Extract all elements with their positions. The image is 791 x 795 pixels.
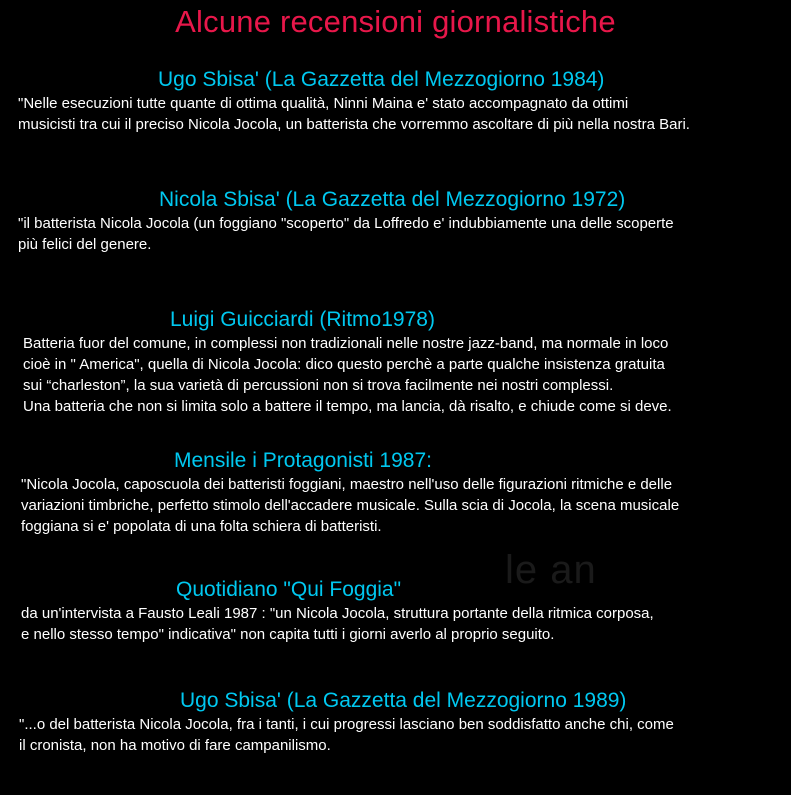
page-title: Alcune recensioni giornalistiche bbox=[175, 4, 616, 39]
review-text: da un'intervista a Fausto Leali 1987 : "un Nicola Jocola, struttura portante della ritmica corposa, e nello stesso tempo" indicativa" non capita tutti i giorni averlo al proprio seguito. bbox=[21, 605, 654, 643]
review-text: "...o del batterista Nicola Jocola, fra i tanti, i cui progressi lasciano ben soddisfatto anche chi, come il cronista, non ha motivo di fare campanilismo. bbox=[19, 716, 674, 754]
review-author: Ugo Sbisa' (La Gazzetta del Mezzogiorno 1984) bbox=[158, 68, 605, 91]
review-2 bbox=[18, 187, 674, 255]
review-text: "Nicola Jocola, caposcuola dei batteristi foggiani, maestro nell'uso delle figurazioni ritmiche e delle variazioni timbriche, perfetto stimolo dell'accadere musicale. Sulla scia di Jocola, la scena musicale foggiana si e' popolata di una folta schiera di batteristi. bbox=[21, 476, 680, 535]
review-6 bbox=[19, 688, 674, 756]
review-author: Mensile i Protagonisti 1987: bbox=[174, 449, 432, 472]
review-3 bbox=[23, 307, 672, 417]
review-text: "Nelle esecuzioni tutte quante di ottima qualità, Ninni Maina e' stato accompagnato da ottimi musicisti tra cui il preciso Nicola Jocola, un batterista che vorremmo ascoltare di più nella nostra Bari. bbox=[18, 95, 690, 133]
background-watermark: le an bbox=[505, 548, 597, 592]
review-text: Batteria fuor del comune, in complessi non tradizionali nelle nostre jazz-band, ma normale in loco cioè in " America", quella di Nicola Jocola: dico questo perchè a parte qualche insistenza gratuita sui “charleston”, la sua varietà di percussioni non si trova facilmente nei nostri complessi. Una batteria che non si limita solo a battere il tempo, ma lancia, dà risalto, e chiude come si deve. bbox=[23, 335, 672, 415]
review-author: Luigi Guicciardi (Ritmo1978) bbox=[170, 308, 435, 331]
review-author: Quotidiano "Qui Foggia" bbox=[176, 578, 402, 601]
review-text: "il batterista Nicola Jocola (un foggiano "scoperto" da Loffredo e' indubbiamente una delle scoperte più felici del genere. bbox=[18, 215, 674, 253]
review-4 bbox=[21, 448, 679, 537]
review-5 bbox=[21, 577, 654, 645]
review-author: Nicola Sbisa' (La Gazzetta del Mezzogiorno 1972) bbox=[159, 188, 626, 211]
review-author: Ugo Sbisa' (La Gazzetta del Mezzogiorno 1989) bbox=[180, 689, 627, 712]
review-1 bbox=[18, 67, 690, 135]
